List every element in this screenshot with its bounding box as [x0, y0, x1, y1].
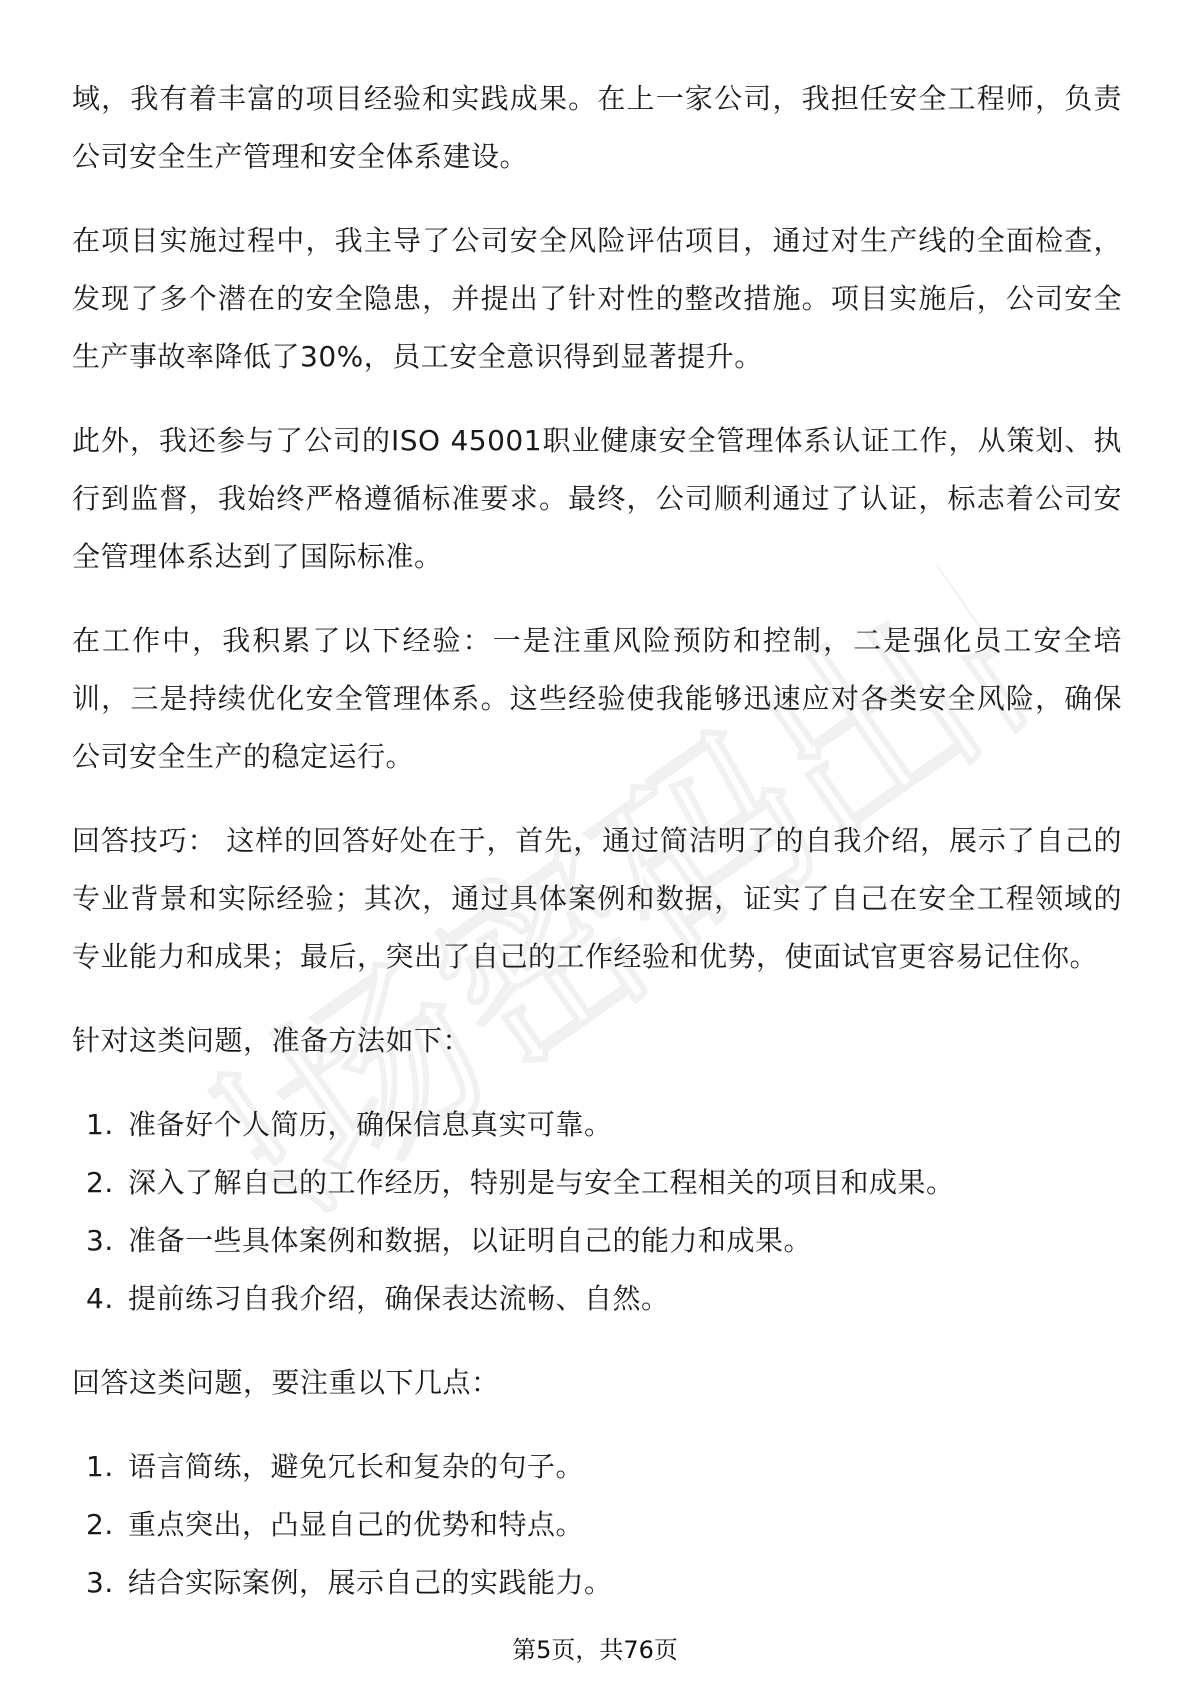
- list-item: 4. 提前练习自我介绍，确保表达流畅、自然。: [86, 1282, 670, 1315]
- paragraph-project: 在项目实施过程中，我主导了公司安全风险评估项目，通过对生产线的全面检查，发现了多个潜在的安全隐患，并提出了针对性的整改措施。项目实施后，公司安全生产事故率降低了30%，员工安全意识得到显著提升。: [72, 224, 1122, 373]
- paragraph-prep-intro: 针对这类问题，准备方法如下：: [72, 1024, 472, 1057]
- list-item: 3. 结合实际案例，展示自己的实践能力。: [86, 1566, 613, 1599]
- document-body: [72, 70, 1122, 1638]
- list-item: 1. 准备好个人简历，确保信息真实可靠。: [86, 1108, 613, 1141]
- list-item: 2. 重点突出，凸显自己的优势和特点。: [86, 1508, 585, 1541]
- paragraph-lessons: 在工作中，我积累了以下经验：一是注重风险预防和控制，二是强化员工安全培训，三是持续优化安全管理体系。这些经验使我能够迅速应对各类安全风险，确保公司安全生产的稳定运行。: [72, 624, 1122, 773]
- watermark-text: 职场密码出品: [186, 545, 1074, 1275]
- page-number-footer: 第5页，共76页: [512, 1636, 678, 1664]
- answer-points-list: [72, 1438, 1122, 1612]
- list-item: 1. 语言简练，避免冗长和复杂的句子。: [86, 1450, 585, 1483]
- list-item: 3. 准备一些具体案例和数据，以证明自己的能力和成果。: [86, 1224, 813, 1257]
- paragraph-experience: 域，我有着丰富的项目经验和实践成果。在上一家公司，我担任安全工程师，负责公司安全生产管理和安全体系建设。: [72, 82, 1122, 173]
- list-item: 2. 深入了解自己的工作经历，特别是与安全工程相关的项目和成果。: [86, 1166, 955, 1199]
- paragraph-certification: 此外，我还参与了公司的ISO 45001职业健康安全管理体系认证工作，从策划、执行到监督，我始终严格遵循标准要求。最终，公司顺利通过了认证，标志着公司安全管理体系达到了国际标准。: [72, 424, 1122, 573]
- prep-method-list: [72, 1096, 1122, 1328]
- paragraph-answer-tips: 回答技巧： 这样的回答好处在于，首先，通过简洁明了的自我介绍，展示了自己的专业背景和实际经验；其次，通过具体案例和数据，证实了自己在安全工程领域的专业能力和成果；最后，突出了自己的工作经验和优势，使面试官更容易记住你。: [72, 824, 1122, 973]
- paragraph-answer-intro: 回答这类问题，要注重以下几点：: [72, 1366, 500, 1399]
